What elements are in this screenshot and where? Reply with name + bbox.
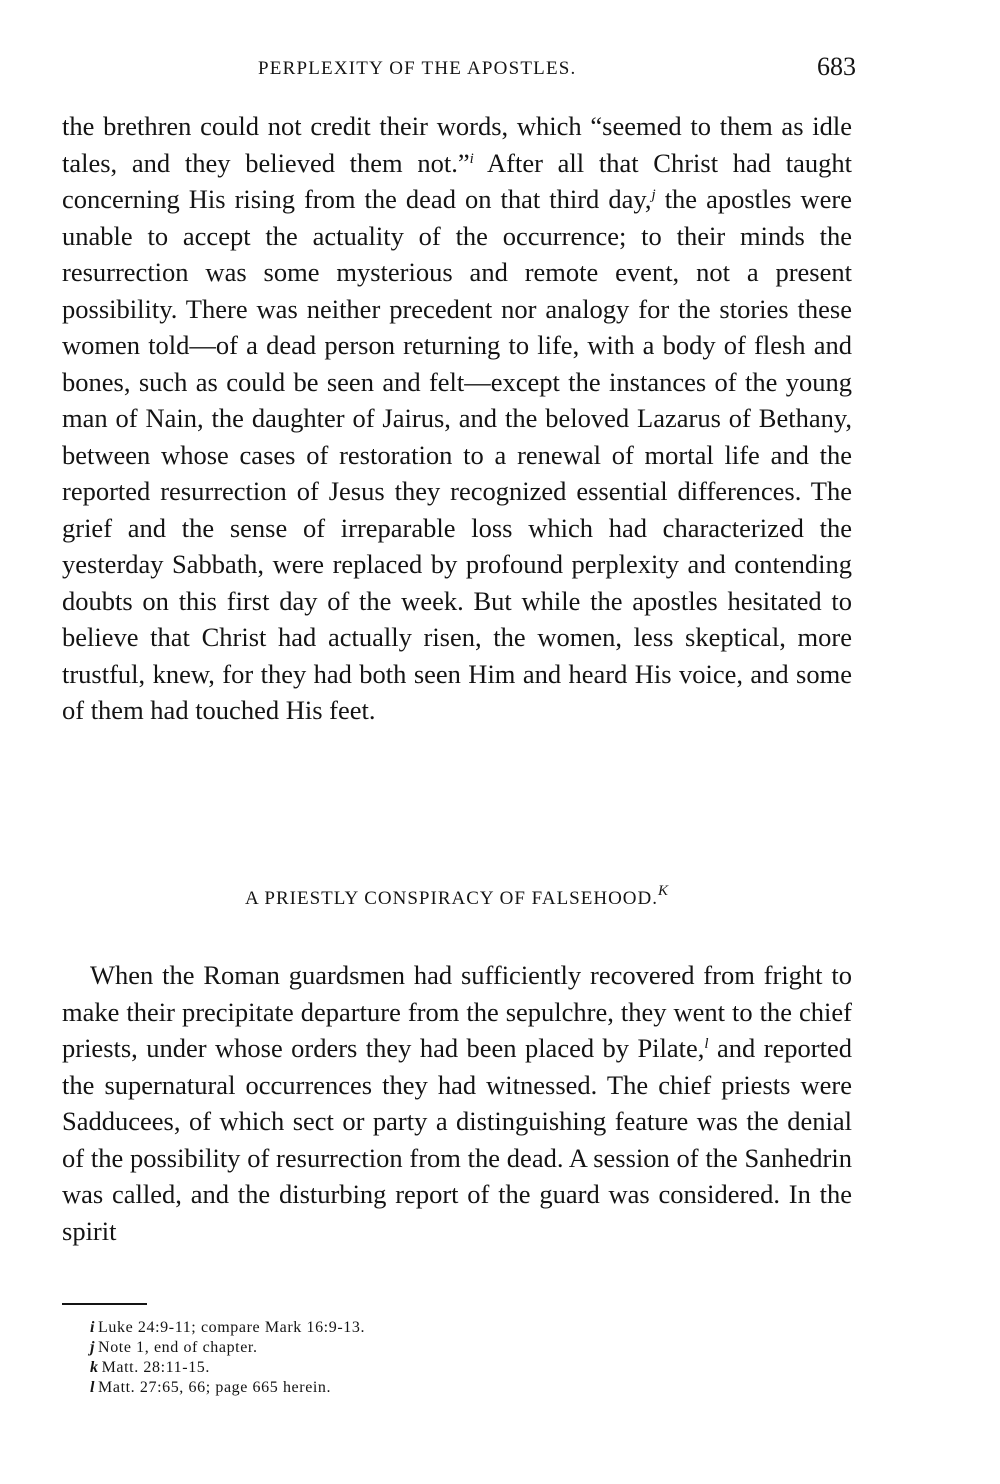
section-heading (62, 883, 852, 910)
footnote-item (90, 1378, 790, 1398)
footnote-ref-k: K (657, 883, 669, 899)
paragraph-1-text-3: the apostles were unable to accept the actuality of the occurrence; to their minds the resurrection was some mysterious and remote event, not a present possibility. There was neither precedent nor analogy for the stories these women told—of a dead person returning to life, with a body of flesh and bones, such as could be seen and felt—except the instances of the young man of Nain, the daughter of Jairus, and the beloved Lazarus of Bethany, between whose cases of restoration to a renewal of mortal life and the reported resurrection of Jesus they recognized essential differences. The grief and the sense of irreparable loss which had characterized the yesterday Sabbath, were replaced by profound perplexity and contending doubts on this first day of the week. But while the apostles hesitated to believe that Christ had actually risen, the women, less skeptical, more trustful, knew, for they had both seen Him and heard His voice, and some of them had touched His feet. (62, 184, 852, 725)
paragraph-1-text-1: the brethren could not credit their words, which “seemed to them as idle tales, and they believed them not.” (62, 111, 852, 178)
running-title: PERPLEXITY OF THE APOSTLES. (258, 58, 577, 79)
footnote-text: Luke 24:9-11; compare Mark 16:9-13. (98, 1319, 366, 1336)
footnote-divider (62, 1303, 147, 1305)
footnote-ref-j: j (651, 187, 656, 203)
footnote-text: Matt. 27:65, 66; page 665 herein. (98, 1379, 332, 1396)
footnotes-list (90, 1318, 790, 1398)
footnote-text: Note 1, end of chapter. (98, 1339, 258, 1356)
section-heading-text: A PRIESTLY CONSPIRACY OF FALSEHOOD. (245, 888, 658, 909)
body-paragraph-2 (62, 957, 852, 1249)
footnote-ref-l: l (704, 1036, 709, 1052)
paragraph-2-text-1: When the Roman guardsmen had sufficiently recovered from fright to make their precipitate departure from the sepulchre, they went to the chief priests, under whose orders they had been placed by Pilate, (62, 960, 852, 1063)
footnote-mark: j (90, 1339, 96, 1356)
footnote-item (90, 1358, 790, 1378)
running-head (62, 52, 856, 88)
footnote-mark: i (90, 1319, 96, 1336)
footnote-item (90, 1318, 790, 1338)
page-number: 683 (817, 52, 856, 81)
paragraph-1-text-2: After all that Christ had taught concerning His rising from the dead on that third day, (62, 147, 852, 214)
footnote-mark: l (90, 1379, 96, 1396)
footnote-text: Matt. 28:11-15. (101, 1359, 211, 1376)
body-paragraph-1 (62, 108, 852, 729)
footnote-ref-i: i (469, 150, 474, 167)
footnote-mark: k (90, 1359, 99, 1376)
footnote-item (90, 1338, 790, 1358)
paragraph-2-text-2: and reported the supernatural occurrences they had witnessed. The chief priests were Sadducees, of which sect or party a distinguishing feature was the denial of the possibility of resurrection from the dead. A session of the Sanhedrin was called, and the disturbing report of the guard was considered. In the spirit (62, 1033, 852, 1246)
